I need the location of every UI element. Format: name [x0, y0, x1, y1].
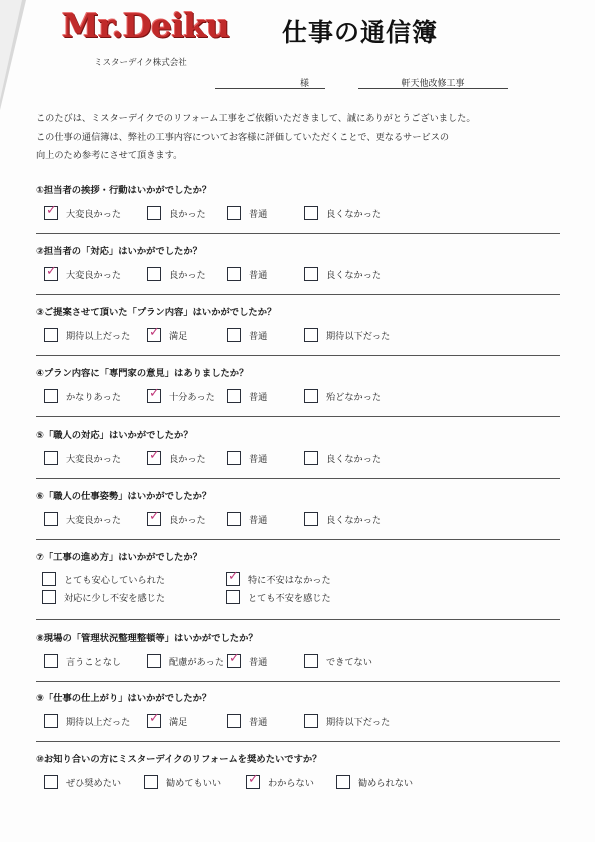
question-title: ④プラン内容に「専門家の意見」はありましたか？ [36, 368, 249, 379]
option-label: 良かった [169, 515, 206, 526]
option-label: 殆どなかった [326, 392, 382, 403]
answer-option[interactable] [44, 327, 130, 343]
answer-option[interactable] [147, 388, 215, 404]
answer-option[interactable] [44, 511, 121, 527]
checkbox[interactable] [304, 451, 318, 465]
checkbox[interactable] [44, 328, 58, 342]
answer-option[interactable] [227, 653, 267, 669]
question-title: ⑩お知り合いの方にミスターデイクのリフォームを奨めたいですか？ [36, 754, 322, 765]
option-label: 期待以下だった [326, 717, 391, 728]
answer-option[interactable] [227, 511, 267, 527]
option-label: 配慮があった [169, 657, 225, 668]
check-mark-icon: ✓ [46, 264, 57, 279]
option-label: 良くなかった [326, 270, 382, 281]
checkbox[interactable] [226, 590, 240, 604]
option-label: 良くなかった [326, 209, 382, 220]
section-divider [36, 478, 560, 479]
answer-option[interactable] [147, 266, 206, 282]
answer-option[interactable] [304, 327, 390, 343]
option-label: 良くなかった [326, 454, 382, 465]
question-title: ⑨「仕事の仕上がり」はいかがでしたか？ [36, 693, 212, 704]
checkbox-checked[interactable] [227, 651, 241, 668]
checkbox[interactable] [304, 714, 318, 728]
checkbox[interactable] [227, 451, 241, 465]
company-logo: Mr.Deiku [62, 6, 230, 45]
answer-option[interactable] [227, 327, 267, 343]
check-mark-icon: ✓ [46, 203, 57, 218]
option-label: 対応に少し不安を感じた [64, 593, 166, 604]
checkbox-checked[interactable] [44, 203, 58, 220]
answer-option[interactable] [226, 571, 331, 587]
section-divider [36, 741, 560, 742]
answer-option[interactable] [44, 653, 121, 669]
checkbox[interactable] [147, 206, 161, 220]
answer-option[interactable] [147, 653, 224, 669]
checkbox[interactable] [147, 654, 161, 668]
answer-option[interactable] [227, 713, 267, 729]
checkbox[interactable] [304, 328, 318, 342]
answer-option[interactable] [44, 450, 121, 466]
answer-option[interactable] [44, 774, 121, 790]
answer-option[interactable] [227, 388, 267, 404]
checkbox[interactable] [144, 775, 158, 789]
checkbox[interactable] [44, 654, 58, 668]
customer-honorific: 様 [300, 79, 310, 89]
option-label: 普通 [249, 209, 268, 220]
option-label: ぜひ奨めたい [66, 778, 122, 789]
option-label: できてない [326, 657, 372, 668]
option-label: 良かった [169, 454, 206, 465]
answer-option[interactable] [147, 450, 206, 466]
option-label: とても安心していられた [64, 575, 166, 586]
answer-option[interactable] [147, 205, 206, 221]
option-label: 期待以上だった [66, 717, 131, 728]
intro-line: このたびは、ミスターデイクでのリフォーム工事をご依頼いただきまして、誠にありがとうございました。 [36, 113, 476, 124]
checkbox[interactable] [44, 451, 58, 465]
job-name: 軒天他改修工事 [401, 79, 465, 89]
section-divider [36, 681, 560, 682]
option-label: 特に不安はなかった [248, 575, 331, 586]
answer-option[interactable] [44, 266, 121, 282]
checkbox[interactable] [44, 775, 58, 789]
option-label: 言うことなし [66, 657, 122, 668]
checkbox[interactable] [304, 512, 318, 526]
option-label: 大変良かった [66, 454, 122, 465]
answer-option[interactable] [304, 511, 381, 527]
check-mark-icon: ✓ [149, 448, 160, 463]
check-mark-icon: ✓ [228, 569, 239, 584]
answer-option[interactable] [304, 388, 381, 404]
page-title: 仕事の通信簿 [282, 18, 439, 47]
checkbox[interactable] [304, 267, 318, 281]
option-label: 良かった [169, 209, 206, 220]
checkbox[interactable] [227, 512, 241, 526]
checkbox-checked[interactable] [147, 386, 161, 403]
answer-option[interactable] [44, 388, 121, 404]
answer-option[interactable] [304, 713, 390, 729]
checkbox[interactable] [304, 654, 318, 668]
checkbox[interactable] [227, 389, 241, 403]
answer-option[interactable] [147, 713, 187, 729]
section-divider [36, 233, 560, 234]
check-mark-icon: ✓ [149, 325, 160, 340]
checkbox[interactable] [147, 267, 161, 281]
answer-option[interactable] [304, 205, 381, 221]
option-label: 大変良かった [66, 270, 122, 281]
option-label: 普通 [249, 657, 268, 668]
option-label: 普通 [249, 515, 268, 526]
section-divider [36, 416, 560, 417]
question-title: ⑤「職人の対応」はいかがでしたか？ [36, 430, 193, 441]
check-mark-icon: ✓ [229, 651, 240, 666]
answer-option[interactable] [42, 589, 165, 605]
answer-option[interactable] [147, 327, 187, 343]
checkbox[interactable] [227, 206, 241, 220]
paper-fold-inner [0, 0, 22, 100]
question-title: ③ご提案させて頂いた「プラン内容」はいかがでしたか？ [36, 307, 277, 318]
checkbox[interactable] [304, 206, 318, 220]
section-divider [36, 619, 560, 620]
check-mark-icon: ✓ [149, 509, 160, 524]
question-title: ②担当者の「対応」はいかがでしたか？ [36, 246, 202, 257]
checkbox[interactable] [227, 267, 241, 281]
checkbox[interactable] [227, 328, 241, 342]
option-label: 勧められない [358, 778, 414, 789]
checkbox[interactable] [227, 714, 241, 728]
option-label: 普通 [249, 270, 268, 281]
answer-option[interactable] [42, 571, 165, 587]
checkbox[interactable] [336, 775, 350, 789]
intro-text [36, 110, 536, 166]
option-label: 勧めてもいい [166, 778, 222, 789]
option-label: 普通 [249, 392, 268, 403]
checkbox[interactable] [42, 590, 56, 604]
option-label: 良くなかった [326, 515, 382, 526]
answer-option[interactable] [144, 774, 221, 790]
option-label: 大変良かった [66, 515, 122, 526]
section-divider [36, 355, 560, 356]
section-divider [36, 294, 560, 295]
answer-option[interactable] [227, 205, 267, 221]
option-label: 普通 [249, 717, 268, 728]
option-label: 良かった [169, 270, 206, 281]
question-title: ⑥「職人の仕事姿勢」はいかがでしたか？ [36, 491, 212, 502]
option-label: 期待以下だった [326, 331, 391, 342]
check-mark-icon: ✓ [149, 386, 160, 401]
checkbox-checked[interactable] [147, 711, 161, 728]
intro-line: この仕事の通信簿は、弊社の工事内容についてお客様に評価していただくことで、更なるサービスの [36, 131, 450, 143]
answer-option[interactable] [227, 450, 267, 466]
intro-line: 向上のため参考にさせて頂きます。 [36, 150, 183, 161]
option-label: 満足 [169, 331, 188, 342]
question-title: ⑦「工事の進め方」はいかがでしたか？ [36, 552, 202, 563]
option-label: 普通 [249, 454, 268, 465]
answer-option[interactable] [304, 653, 372, 669]
answer-option[interactable] [44, 205, 121, 221]
answer-option[interactable] [304, 450, 381, 466]
answer-option[interactable] [246, 774, 314, 790]
checkbox[interactable] [44, 389, 58, 403]
checkbox[interactable] [44, 714, 58, 728]
option-label: 期待以上だった [66, 331, 131, 342]
checkbox-checked[interactable] [246, 772, 260, 789]
answer-option[interactable] [44, 713, 130, 729]
option-label: かなりあった [66, 392, 122, 403]
checkbox-checked[interactable] [226, 569, 240, 586]
answer-option[interactable] [227, 266, 267, 282]
option-label: とても不安を感じた [248, 593, 331, 604]
checkbox-checked[interactable] [147, 448, 161, 465]
checkbox-checked[interactable] [147, 509, 161, 526]
answer-option[interactable] [147, 511, 206, 527]
option-label: 満足 [169, 717, 188, 728]
question-title: ①担当者の挨拶・行動はいかがでしたか？ [36, 185, 212, 196]
answer-option[interactable] [304, 266, 381, 282]
check-mark-icon: ✓ [149, 711, 160, 726]
checkbox-checked[interactable] [147, 325, 161, 342]
checkbox[interactable] [42, 572, 56, 586]
question-title: ⑧現場の「管理状況整理整頓等」はいかがでしたか？ [36, 633, 258, 644]
section-divider [36, 539, 560, 540]
company-name: ミスターデイク株式会社 [94, 58, 187, 68]
answer-option[interactable] [336, 774, 413, 790]
check-mark-icon: ✓ [248, 772, 259, 787]
checkbox[interactable] [304, 389, 318, 403]
option-label: 十分あった [169, 392, 215, 403]
checkbox[interactable] [44, 512, 58, 526]
option-label: 普通 [249, 331, 268, 342]
option-label: わからない [268, 778, 314, 789]
option-label: 大変良かった [66, 209, 122, 220]
answer-option[interactable] [226, 589, 331, 605]
checkbox-checked[interactable] [44, 264, 58, 281]
